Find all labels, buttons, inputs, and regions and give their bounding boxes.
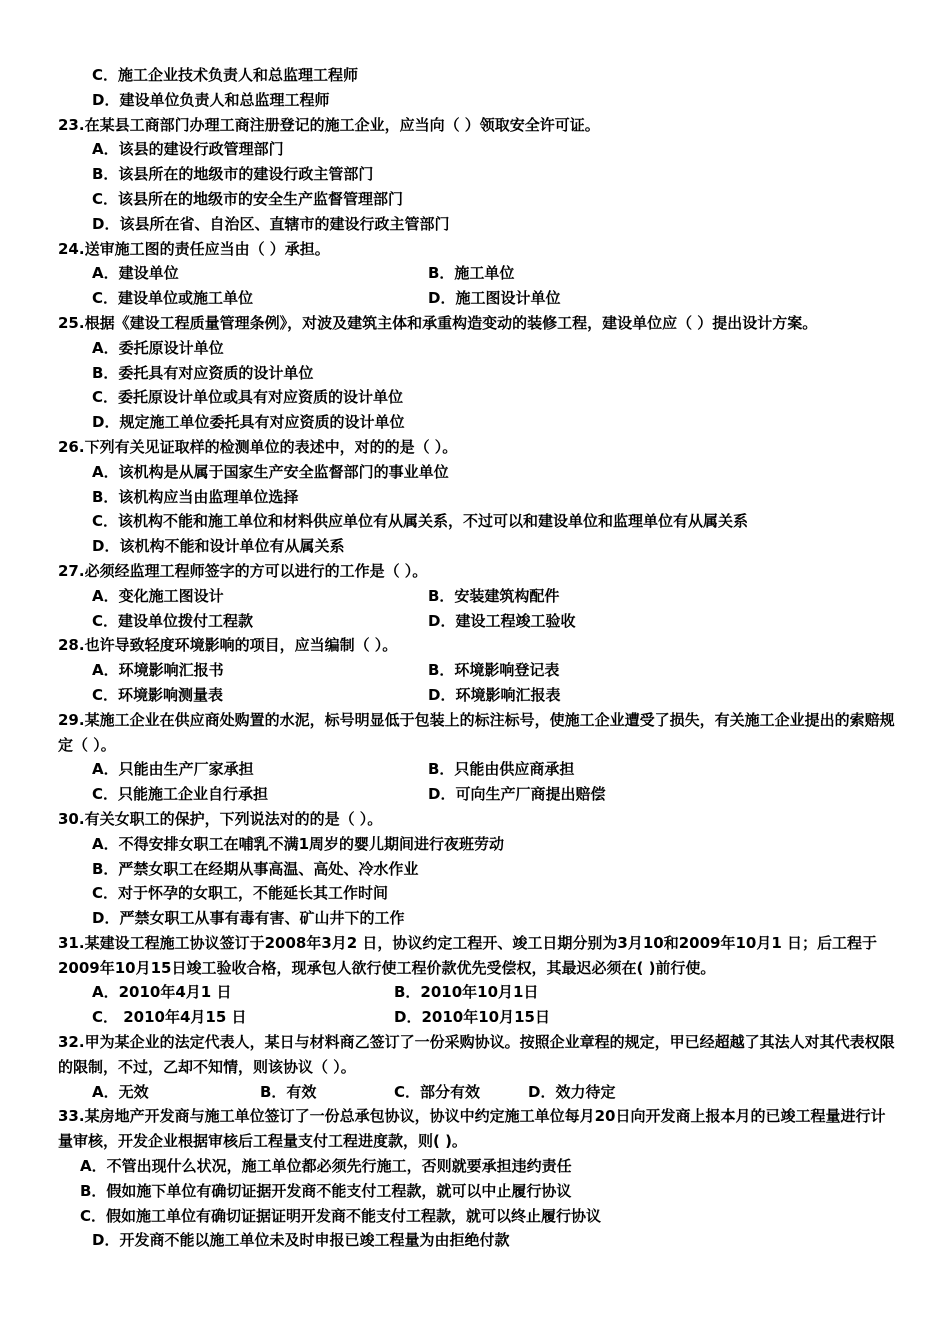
q27-option-a: A．变化施工图设计 — [92, 586, 224, 605]
q29-option-d: D．可向生产厂商提出赔偿 — [428, 785, 606, 804]
q23-stem: 23.在某县工商部门办理工商注册登记的施工企业，应当向（ ）领取安全许可证。 — [58, 115, 600, 134]
q27-option-b: B．安装建筑构配件 — [428, 586, 560, 605]
q32-option-d: D．效力待定 — [528, 1082, 616, 1101]
q29-option-a: A．只能由生产厂家承担 — [92, 760, 254, 779]
q23-option-d: D．该县所在省、自治区、直辖市的建设行政主管部门 — [92, 214, 450, 233]
q32-option-a: A．无效 — [92, 1082, 149, 1101]
q27-option-c: C．建设单位拨付工程款 — [92, 611, 254, 630]
q27-options-row-1 — [58, 584, 898, 609]
q23-option-a: A．该县的建设行政管理部门 — [92, 140, 284, 159]
q31-option-a: A．2010年4月1 日 — [92, 983, 232, 1002]
q32-stem: 32.甲为某企业的法定代表人，某日与材料商乙签订了一份采购协议。按照企业章程的规定，甲已经超越了其法人对其代表权限的限制，不过，乙却不知情，则该协议（ ）。 — [58, 1033, 895, 1076]
q33-option-d: D．开发商不能以施工单位未及时申报已竣工程量为由拒绝付款 — [92, 1231, 510, 1250]
q24-option-c: C．建设单位或施工单位 — [92, 289, 254, 308]
q28-options-row-2 — [58, 683, 898, 708]
q28-option-b: B．环境影响登记表 — [428, 661, 560, 680]
q28-option-a: A．环境影响汇报书 — [92, 661, 224, 680]
q22-option-d: D．建设单位负责人和总监理工程师 — [92, 90, 330, 109]
q25-option-a: A．委托原设计单位 — [92, 338, 224, 357]
q30-option-b: B．严禁女职工在经期从事高温、高处、冷水作业 — [92, 859, 419, 878]
q32-option-c: C．部分有效 — [394, 1082, 481, 1101]
q31-stem: 31.某建设工程施工协议签订于2008年3月2 日，协议约定工程开、竣工日期分别为3月10和2009年10月1 日；后工程于2009年10月15日竣工验收合格，现承包人欲行使工程价款优先受偿权，其最迟必须在( )前行使。 — [58, 933, 878, 977]
q27-option-d: D．建设工程竣工验收 — [428, 611, 576, 630]
q30-option-a: A．不得安排女职工在哺乳不满1周岁的婴儿期间进行夜班劳动 — [92, 834, 505, 853]
q31-option-c: C． 2010年4月15 日 — [92, 1008, 247, 1027]
q33-option-c: C．假如施工单位有确切证据证明开发商不能支付工程款，就可以终止履行协议 — [80, 1206, 602, 1225]
q27-options-row-2 — [58, 609, 898, 634]
q26-stem: 26.下列有关见证取样的检测单位的表述中，对的的是（ ）。 — [58, 437, 458, 456]
q32-option-b: B．有效 — [260, 1082, 317, 1101]
q31-options-row-1 — [58, 980, 898, 1005]
q24-stem: 24.送审施工图的责任应当由（ ）承担。 — [58, 239, 330, 258]
q26-option-c: C．该机构不能和施工单位和材料供应单位有从属关系，不过可以和建设单位和监理单位有从属关系 — [92, 512, 749, 531]
q31-options-row-2 — [58, 1005, 898, 1030]
question-list — [58, 63, 898, 1253]
q28-option-d: D．环境影响汇报表 — [428, 685, 561, 704]
q29-option-c: C．只能施工企业自行承担 — [92, 785, 269, 804]
q31-option-d: D．2010年10月15日 — [394, 1008, 550, 1027]
q26-option-a: A．该机构是从属于国家生产安全监督部门的事业单位 — [92, 462, 449, 481]
q28-options-row-1 — [58, 658, 898, 683]
q24-option-d: D．施工图设计单位 — [428, 289, 561, 308]
q29-stem: 29.某施工企业在供应商处购置的水泥，标号明显低于包装上的标注标号，使施工企业遭受了损失，有关施工企业提出的索赔规定（ ）。 — [58, 710, 895, 754]
q25-option-d: D．规定施工单位委托具有对应资质的设计单位 — [92, 413, 405, 432]
q30-stem: 30.有关女职工的保护，下列说法对的的是（ ）。 — [58, 809, 383, 828]
q33-stem: 33.某房地产开发商与施工单位签订了一份总承包协议，协议中约定施工单位每月20日向开发商上报本月的已竣工程量进行计量审核，开发企业根据审核后工程量支付工程进度款，则( )。 — [58, 1107, 886, 1151]
q28-stem: 28.也许导致轻度环境影响的项目，应当编制（ ）。 — [58, 636, 398, 655]
q27-stem: 27.必须经监理工程师签字的方可以进行的工作是（ ）。 — [58, 561, 428, 580]
q31-option-b: B．2010年10月1日 — [394, 983, 539, 1002]
q30-option-c: C．对于怀孕的女职工，不能延长其工作时间 — [92, 884, 389, 903]
q25-option-b: B．委托具有对应资质的设计单位 — [92, 363, 314, 382]
q26-option-d: D．该机构不能和设计单位有从属关系 — [92, 537, 345, 556]
q32-options-row — [58, 1080, 898, 1105]
q29-option-b: B．只能由供应商承担 — [428, 760, 575, 779]
q28-option-c: C．环境影响测量表 — [92, 685, 224, 704]
q25-option-c: C．委托原设计单位或具有对应资质的设计单位 — [92, 388, 404, 407]
q29-options-row-2 — [58, 782, 898, 807]
q24-options-row-2 — [58, 286, 898, 311]
q24-option-b: B．施工单位 — [428, 264, 515, 283]
q33-option-a: A．不管出现什么状况，施工单位都必须先行施工，否则就要承担违约责任 — [80, 1157, 572, 1176]
q25-stem: 25.根据《建设工程质量管理条例》，对波及建筑主体和承重构造变动的装修工程，建设单位应（ ）提出设计方案。 — [58, 313, 818, 332]
q22-option-c: C．施工企业技术负责人和总监理工程师 — [92, 66, 359, 84]
q30-option-d: D．严禁女职工从事有毒有害、矿山井下的工作 — [92, 909, 405, 928]
q33-option-b: B．假如施下单位有确切证据开发商不能支付工程款，就可以中止履行协议 — [80, 1181, 572, 1200]
q24-options-row-1 — [58, 261, 898, 286]
q26-option-b: B．该机构应当由监理单位选择 — [92, 487, 299, 506]
q23-option-c: C．该县所在的地级市的安全生产监督管理部门 — [92, 189, 404, 208]
q24-option-a: A．建设单位 — [92, 264, 179, 283]
q23-option-b: B．该县所在的地级市的建设行政主管部门 — [92, 165, 374, 184]
q29-options-row-1 — [58, 757, 898, 782]
